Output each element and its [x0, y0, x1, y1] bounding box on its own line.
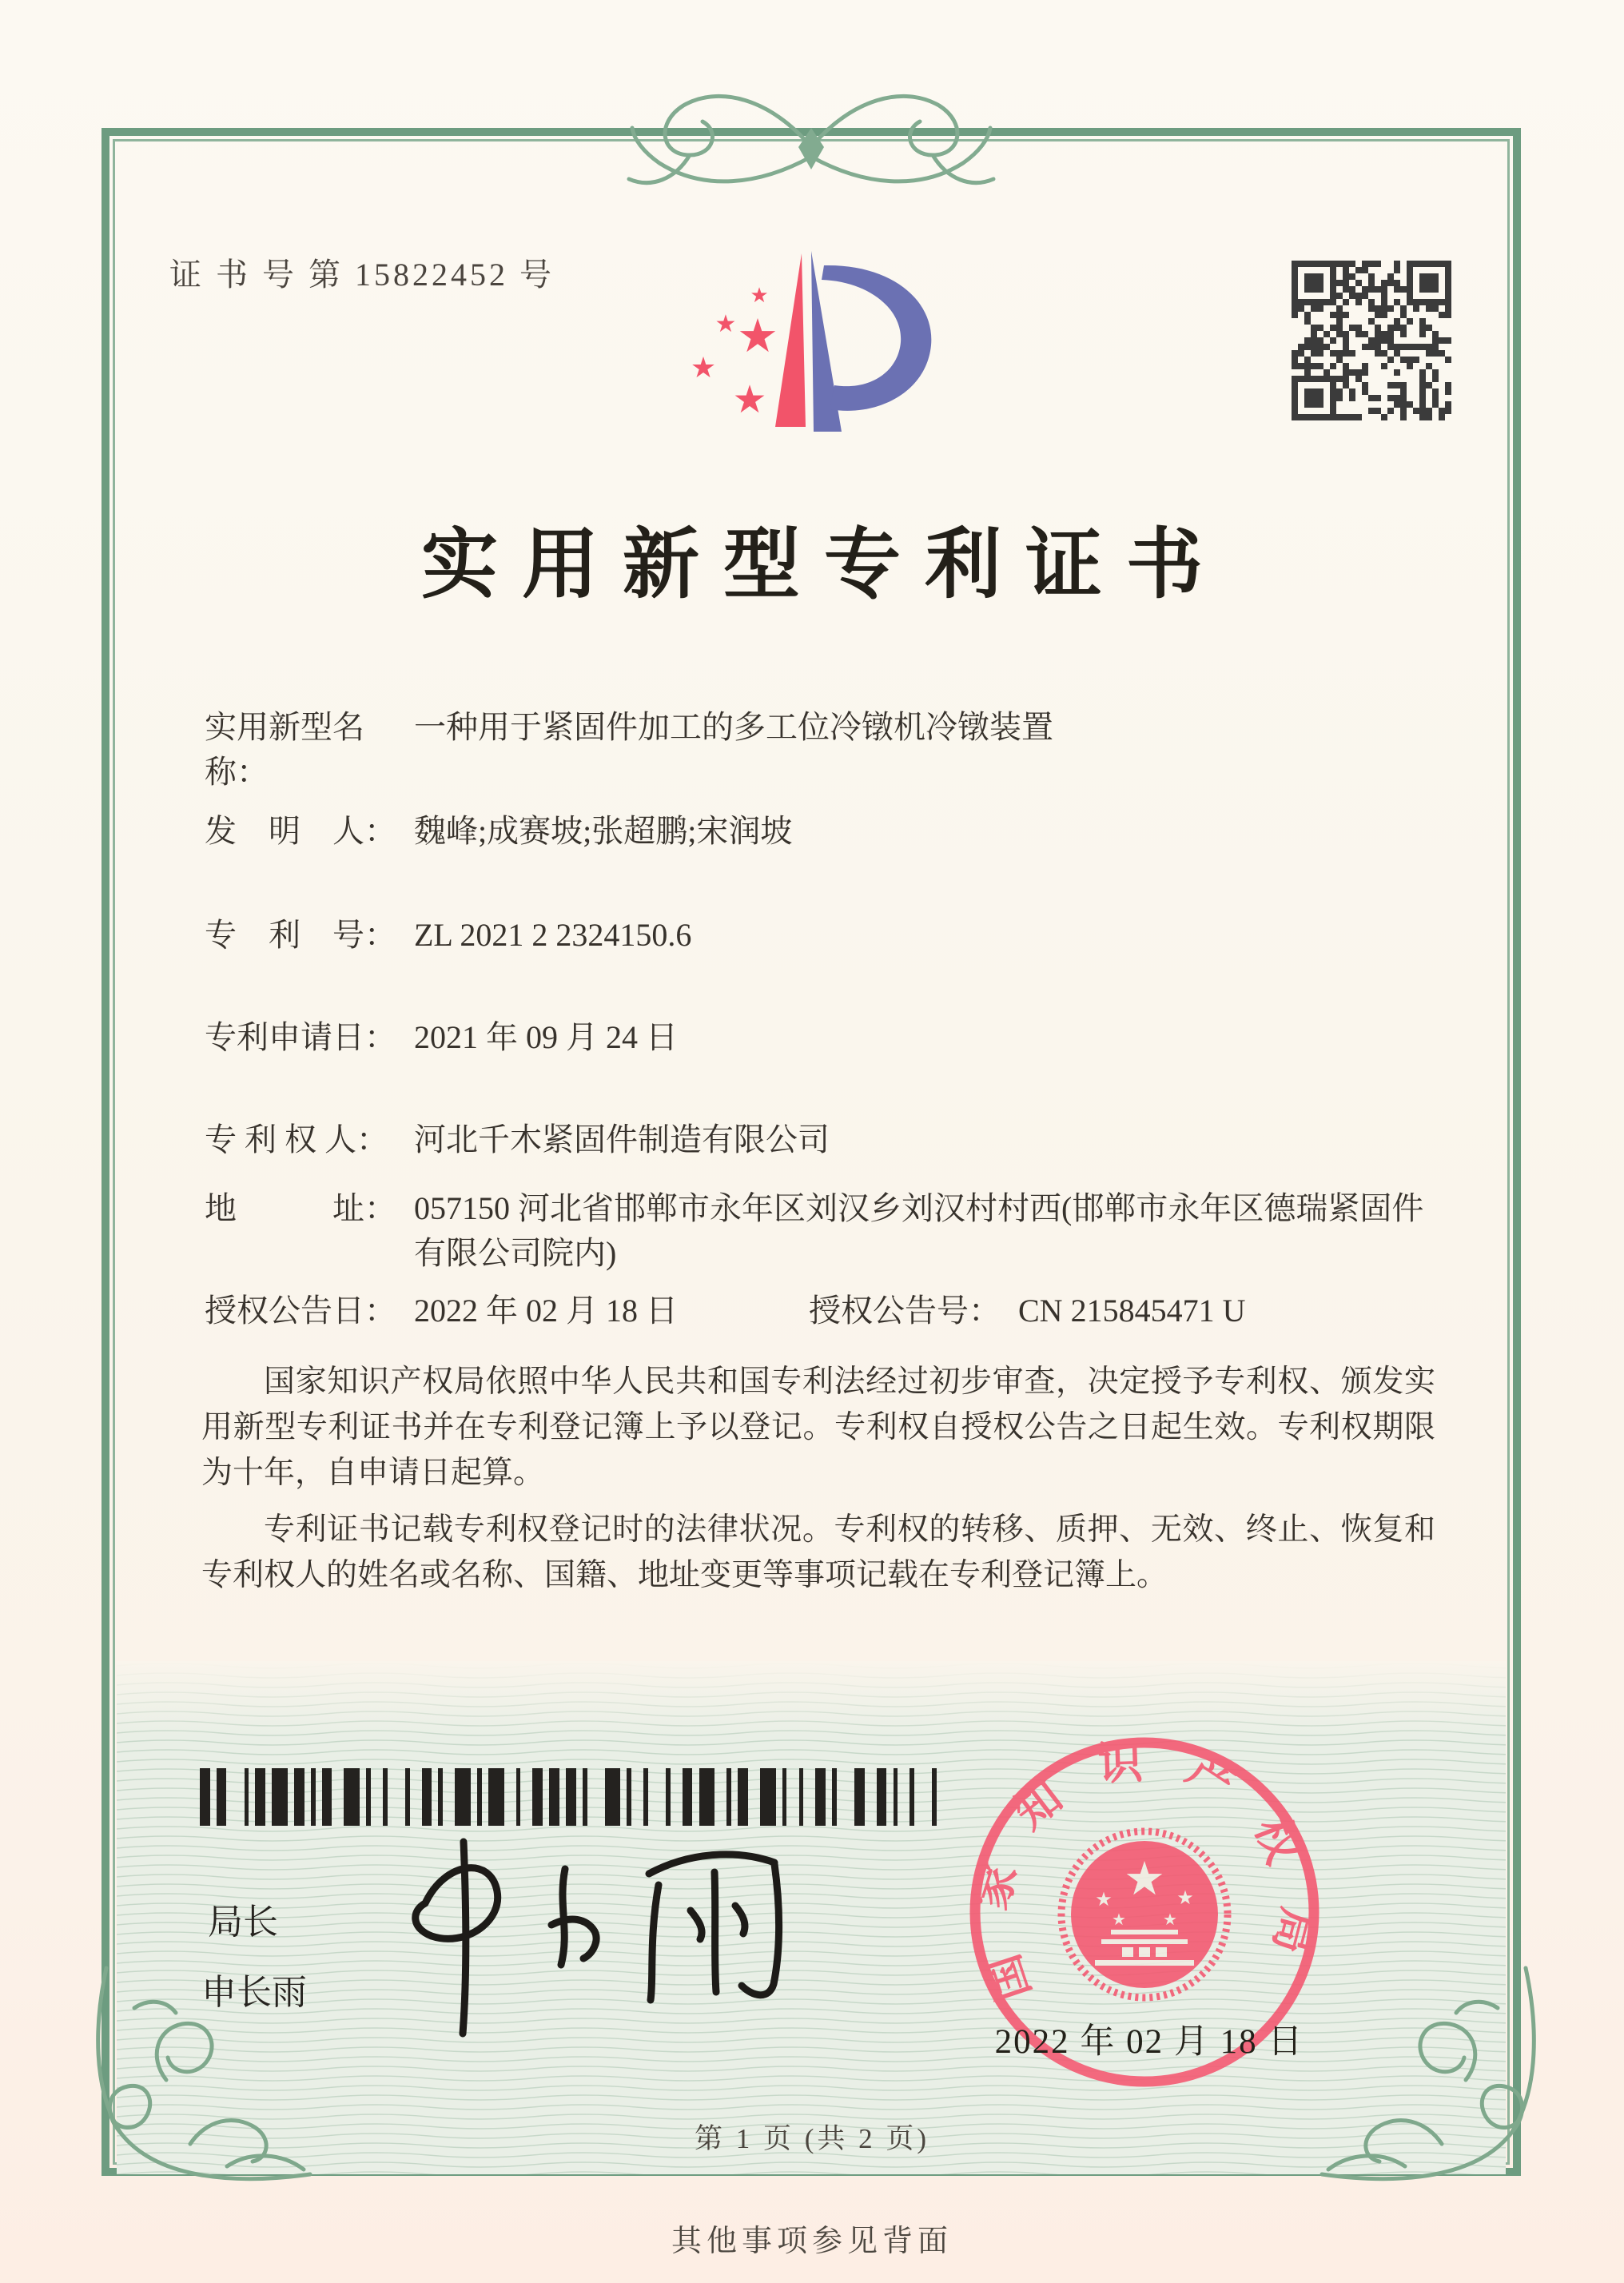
svg-text:★: ★ [1095, 1888, 1113, 1910]
field-label: 地 址： [205, 1190, 396, 1226]
certificate-title: 实用新型专利证书 [421, 522, 1227, 608]
footer-note: 其他事项参见背面 [671, 2225, 953, 2258]
field-label: 授权公告号： [809, 1293, 1001, 1329]
qr-code-icon [1292, 261, 1451, 420]
field-value: CN 215845471 U [1018, 1293, 1246, 1329]
field-value: 057150 河北省邯郸市永年区刘汉乡刘汉村村西(邯郸市永年区德瑞紧固件有限公司院内) [414, 1190, 1424, 1271]
field-utility-model-name [205, 705, 1053, 795]
bottom-right-flourish-ornament [1290, 1960, 1562, 2200]
certificate-number: 证 书 号 第 15822452 号 [169, 257, 555, 293]
field-filing-date [205, 1015, 678, 1060]
page-indicator: 第 1 页 (共 2 页) [694, 2123, 930, 2154]
field-value: 一种用于紧固件加工的多工位冷镦机冷镦装置 [414, 709, 1053, 745]
field-label: 授权公告日： [205, 1293, 396, 1329]
legal-text-block [201, 1359, 1435, 1609]
field-value: ZL 2021 2 2324150.6 [414, 917, 692, 953]
field-grant-date [205, 1289, 678, 1333]
field-grant-publication-number [809, 1289, 1245, 1333]
bottom-left-flourish-ornament [70, 1960, 342, 2200]
legal-paragraph-1: 国家知识产权局依照中华人民共和国专利法经过初步审查，决定授予专利权、颁发实用新型专利证书并在专利登记簿上予以登记。专利权自授权公告之日起生效。专利权期限为十年，自申请日起算。 [201, 1365, 1435, 1490]
svg-text:★: ★ [1112, 1910, 1126, 1929]
barcode-icon [200, 1768, 943, 1826]
field-value: 2022 年 02 月 18 日 [414, 1293, 678, 1329]
top-flourish-ornament [555, 51, 1067, 227]
field-label: 专利申请日： [205, 1019, 396, 1055]
svg-text:★: ★ [1176, 1887, 1194, 1909]
field-patent-number [205, 913, 691, 958]
field-label: 发 明 人： [205, 813, 396, 849]
svg-text:★: ★ [750, 284, 769, 308]
field-address [205, 1186, 1437, 1276]
signature-handwriting-icon [369, 1827, 833, 2059]
svg-text:★: ★ [1124, 1851, 1165, 1906]
svg-text:★: ★ [737, 309, 778, 363]
field-value: 河北千木紧固件制造有限公司 [414, 1122, 830, 1157]
svg-text:★: ★ [690, 352, 717, 384]
svg-text:★: ★ [732, 377, 767, 422]
seal-date: 2022 年 02 月 18 日 [994, 2023, 1304, 2061]
field-value: 2021 年 09 月 24 日 [414, 1019, 678, 1055]
seal-ring-text: 国家知识产权局 [966, 1737, 1323, 2006]
field-label: 实用新型名称： [205, 709, 364, 790]
legal-paragraph-2: 专利证书记载专利权登记时的法律状况。专利权的转移、质押、无效、终止、恢复和专利权人的姓名或名称、国籍、地址变更等事项记载在专利登记簿上。 [201, 1512, 1435, 1592]
signer-name: 申长雨 [201, 1973, 307, 2012]
field-label: 专 利 权 人： [205, 1122, 388, 1157]
svg-text:★: ★ [714, 310, 737, 338]
signer-title: 局长 [208, 1902, 278, 1942]
field-inventors [205, 809, 792, 854]
field-label: 专 利 号： [205, 917, 396, 953]
svg-text:★: ★ [1163, 1910, 1177, 1929]
field-value: 魏峰;成赛坡;张超鹏;宋润坡 [414, 813, 793, 849]
cnipa-logo-icon [654, 225, 949, 481]
field-patentee [205, 1118, 830, 1162]
